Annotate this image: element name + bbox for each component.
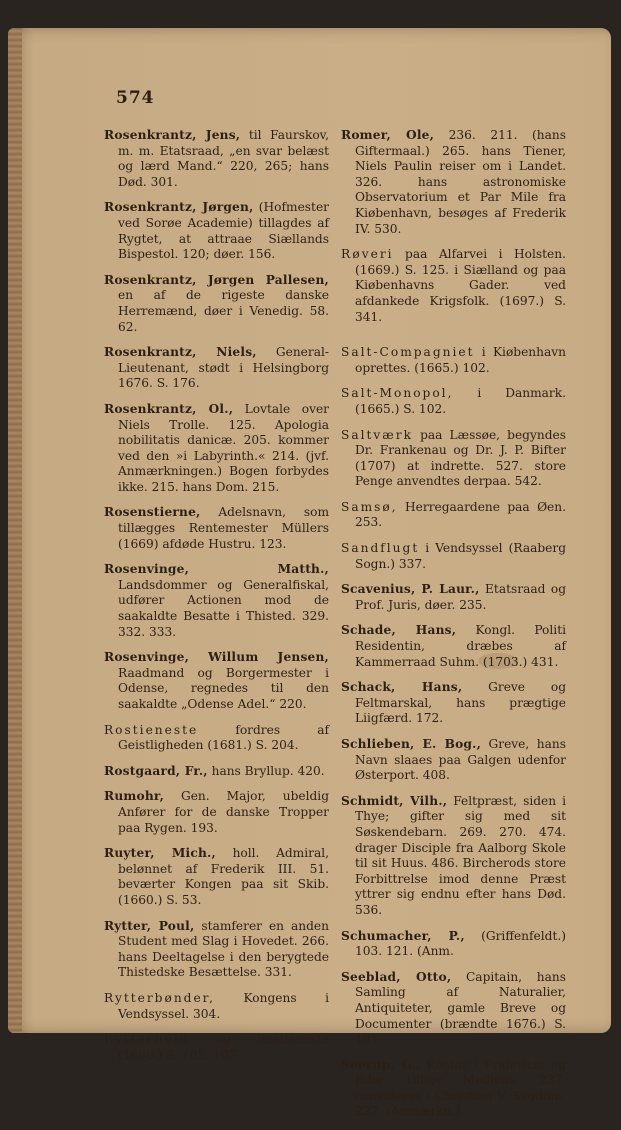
entry-headword: Rosenvinge, Willum Jensen,	[104, 650, 329, 665]
index-entry	[104, 650, 329, 712]
entry-text: 236. 211. (hans Giftermaal.) 265. hans Tiener, Niels Paulin reiser om i Landet. 326. hans astronomiske Observatorium et Par Mile fra Kiøbenhavn, besøges af Frederik IV. 530.	[355, 128, 566, 236]
entry-text: General-Lieutenant, stødt i Helsingborg 1676. S. 176.	[118, 345, 329, 391]
entry-text: stamferer en anden Student med Slag i Hovedet. 266. hans Deeltagelse i den berygtede Thistedske Besættelse. 331.	[118, 918, 329, 980]
entry-text: Kongens i Vendsyssel. 304.	[118, 990, 329, 1021]
index-entry	[104, 505, 329, 552]
entry-headword: Schack, Hans,	[341, 680, 463, 695]
entry-text: til Faurskov, m. m. Etatsraad, „en svar belæst og lærd Mand.“ 220, 265; hans Død. 301.	[118, 128, 329, 189]
right-column	[341, 128, 566, 1130]
entry-headword: Rosenkrantz, Niels,	[104, 345, 257, 360]
entry-headword: Rostgaard, Fr.,	[104, 763, 208, 778]
index-entry	[104, 345, 329, 392]
entry-text: Kongl. Politi Residentin, dræbes af Kammerraad Suhm. (1703.) 431.	[355, 623, 566, 669]
index-entry	[341, 794, 566, 919]
index-entry	[341, 582, 566, 613]
entry-headword: Salt-Monopol,	[341, 386, 454, 401]
entry-headword: Rosenkrantz, Ol.,	[104, 401, 234, 416]
entry-headword: Rosenvinge, Matth.,	[104, 562, 329, 577]
entry-text: Greve og Feltmarskal, hans prægtige Liigfærd. 172.	[355, 680, 567, 726]
entry-text: Landsdommer og Generalfiskal, udfører Actionen mod de saakaldte Besatte i Thisted. 329. 332. 333.	[118, 577, 329, 639]
entry-text: Capitain, hans Samling af Naturalier, Antiquiteter, gamle Breve og Documenter (brændte 1676.) S. 181.	[355, 969, 566, 1047]
index-entry	[341, 428, 566, 490]
index-entry	[104, 562, 329, 640]
index-entry	[341, 970, 566, 1048]
index-entry	[341, 500, 566, 531]
entry-headword: Røveri	[341, 247, 394, 262]
entry-headword: Seeblad, Otto,	[341, 969, 452, 984]
index-entry	[341, 386, 566, 417]
book-spine	[8, 28, 22, 1033]
entry-headword: Romer, Ole,	[341, 128, 435, 142]
entry-text: holl. Admiral, belønnet af Frederik III. 51. beværter Kongen paa sit Skib. (1660.) S. 53.	[118, 846, 329, 907]
entry-text: (Griffenfeldt.) 103. 121. (Anm.	[355, 928, 566, 959]
entry-headword: Seerup, G.,	[341, 1057, 421, 1072]
entry-text: Adelsnavn, som tillægges Rentemester Müllers (1669) afdøde Hustru. 123.	[118, 505, 329, 551]
entry-text: (Hofmester ved Sorøe Academie) tillagdes af Rygtet, at attraae Siællands Bispestol. 120; døer. 156.	[118, 200, 329, 262]
entry-headword: Scavenius, P. Laur.,	[341, 582, 480, 597]
entry-text: hans Bryllup. 420.	[207, 763, 325, 778]
index-entry	[104, 991, 329, 1022]
index-entry	[104, 764, 329, 780]
section-gap	[341, 335, 566, 345]
index-entry	[341, 345, 566, 376]
entry-headword: Salt-Compagniet	[341, 345, 475, 360]
entry-headword: Rosenkrantz, Jørgen,	[104, 200, 254, 215]
entry-headword: Rytterbønder,	[104, 990, 216, 1005]
entry-text: i Vendsyssel (Raaberg Sogn.) 337.	[355, 541, 566, 571]
index-entry	[341, 1058, 566, 1120]
index-entry	[104, 402, 329, 496]
entry-text: og Rostieneste (1666.) S. 105. 107.	[118, 1032, 329, 1062]
entry-headword: Schumacher, P.,	[341, 928, 465, 943]
entry-text: i Danmark. (1665.) S. 102.	[355, 386, 566, 416]
index-entry	[341, 737, 566, 784]
entry-text: paa Læssøe, begyndes Dr. Frankenau og Dr. J. P. Bifter (1707) at indrette. 527. store Penge anvendtes derpaa. 542.	[355, 427, 566, 489]
entry-text: Gen. Major, ubeldig Anfører for de danske Tropper paa Rygen. 193.	[118, 789, 329, 835]
entry-headword: Saltværk	[341, 427, 413, 442]
entry-headword: Schmidt, Vilh.,	[341, 793, 448, 808]
index-entry	[104, 919, 329, 981]
entry-text: fordres af Geistligheden (1681.) S. 204.	[118, 722, 329, 753]
index-entry	[341, 680, 566, 727]
entry-text: Greve, hans Navn slaaes paa Galgen udenfor Østerport. 408.	[355, 737, 567, 783]
entry-headword: Rumohr,	[104, 789, 165, 804]
index-entry	[341, 929, 566, 960]
entry-headword: Rostieneste	[104, 722, 199, 737]
index-entry	[104, 789, 329, 836]
page-number: 574	[116, 88, 155, 108]
index-entry	[341, 623, 566, 670]
left-column	[104, 128, 329, 1073]
entry-text: en af de rigeste danske Herremænd, døer i Venedig. 58. 62.	[118, 288, 329, 334]
index-entry	[104, 200, 329, 262]
entry-text: Lovtale over Niels Trolle. 125. Apologia nobilitatis danicæ. 205. kommer ved den »i Labyrinth.« 214. (jvf. Anmærkningen.) Bogen forbydes ikke. 215. hans Dom. 215.	[118, 401, 329, 494]
index-entry	[104, 846, 329, 908]
index-entry	[104, 128, 329, 190]
index-entry	[104, 1032, 329, 1063]
entry-text: Feltpræst, siden i Thye; gifter sig med sit Søskendebarn. 269. 270. 474. drager Disciple fra Aalborg Skole til sit Huus. 486. Bircherods store Forbittrelse imod denne Præst yttrer sig endnu efter hans Død. 536.	[355, 793, 566, 917]
entry-headword: Samsø,	[341, 499, 398, 514]
entry-text: i Kiøbenhavn oprettes. (1665.) 102.	[355, 345, 566, 375]
index-entry	[341, 128, 566, 237]
entry-text: Rector i Fridericia og Ribe; tillige Medicus. 227. consuleres i Christian V. Sygdom. 227. (Anmærkn.)	[355, 1057, 566, 1119]
entry-headword: Rosenkrantz, Jens,	[104, 128, 241, 142]
book-page	[8, 28, 611, 1119]
index-entry	[104, 273, 329, 335]
entry-headword: Schade, Hans,	[341, 623, 457, 638]
entry-text: Herregaardene paa Øen. 253.	[355, 499, 566, 530]
entry-text: Raadmand og Borgermester i Odense, regnedes til den saakaldte „Odense Adel.“ 220.	[118, 665, 329, 711]
entry-headword: Rosenstierne,	[104, 505, 201, 520]
entry-headword: Sandflugt	[341, 541, 420, 556]
entry-headword: Rosenkrantz, Jørgen Pallesen,	[104, 272, 329, 287]
entry-text: paa Alfarvei i Holsten. (1669.) S. 125. i Siælland og paa Kiøbenhavns Gader. ved afdankede Krigsfolk. (1697.) S. 341.	[355, 247, 566, 324]
entry-headword: Ruyter, Mich.,	[104, 846, 216, 861]
index-entry	[104, 723, 329, 754]
entry-headword: Rytterhold	[104, 1032, 190, 1047]
entry-headword: Rytter, Poul,	[104, 918, 195, 933]
index-entry	[341, 541, 566, 572]
entry-text: Etatsraad og Prof. Juris, døer. 235.	[355, 582, 567, 612]
entry-headword: Schlieben, E. Bog.,	[341, 737, 482, 751]
index-entry	[341, 247, 566, 325]
